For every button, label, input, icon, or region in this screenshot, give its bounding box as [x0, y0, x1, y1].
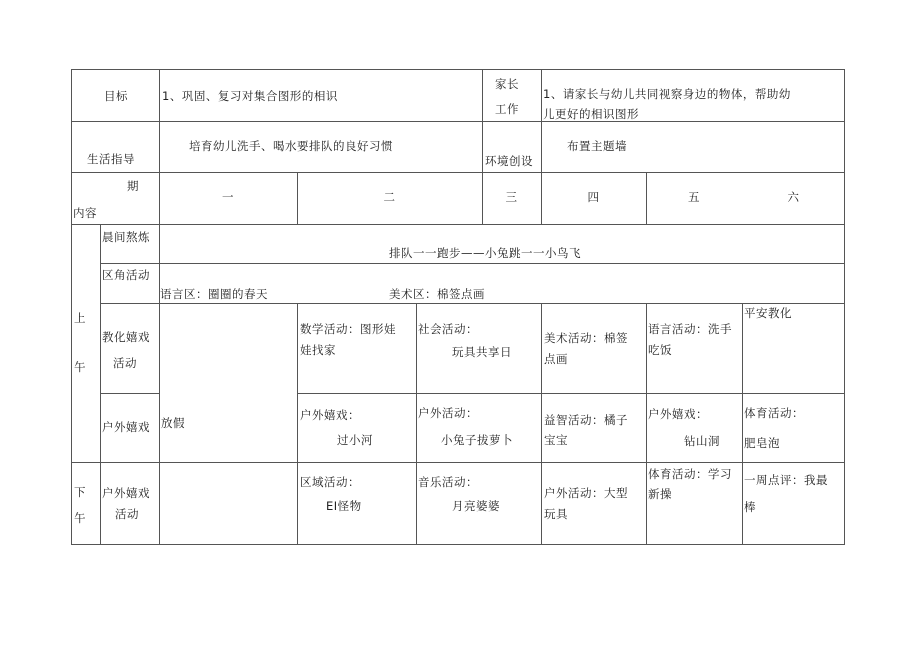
afternoon-day-6: 一周点评：我最	[744, 473, 828, 487]
afternoon-activity-label: 活动	[115, 507, 139, 521]
outdoor-day-6: 肥皂泡	[744, 436, 780, 450]
parent-work-text: 1、请家长与幼儿共同视察身边的物体，帮助幼	[543, 87, 791, 101]
afternoon-day-3: 月亮婆婆	[452, 499, 500, 513]
edu-day-4: 美术活动：棉签	[544, 331, 628, 345]
afternoon-day-4: 户外活动：大型	[544, 486, 628, 500]
col-line	[742, 303, 743, 545]
row-line	[71, 224, 845, 225]
outdoor-game-label: 户外嬉戏	[102, 420, 150, 434]
environment-text: 布置主题墙	[567, 139, 627, 153]
table-border-right	[844, 69, 845, 545]
outdoor-day-5: 户外嬉戏：	[648, 407, 708, 421]
outdoor-day-3: 户外活动：	[418, 406, 478, 420]
table-border-left	[71, 69, 72, 545]
afternoon-activity-label: 户外嬉戏	[102, 486, 150, 500]
area-activity-language: 语言区：圈圈的春天	[160, 287, 268, 301]
edu-day-3: 社会活动：	[418, 322, 478, 336]
outdoor-day-5: 钻山洞	[684, 434, 720, 448]
row-line	[100, 393, 159, 394]
edu-day-2: 数学活动：图形娃	[300, 322, 396, 336]
afternoon-day-3: 音乐活动：	[418, 475, 478, 489]
row-line	[297, 393, 845, 394]
col-line	[541, 69, 542, 172]
parent-work-label: 家长	[495, 77, 519, 91]
morning-exercise-label: 晨间熬炼	[102, 230, 150, 244]
outdoor-day-6: 体育活动：	[744, 406, 804, 420]
table-border-bottom	[71, 544, 845, 545]
morning-exercise-text: 排队一一跑步——小兔跳一一小鸟飞	[389, 246, 581, 260]
edu-day-3: 玩具共享日	[452, 345, 512, 359]
edu-day-2: 娃找家	[300, 343, 336, 357]
col-line	[297, 303, 298, 545]
row-line	[71, 172, 845, 173]
environment-label: 环境创设	[485, 154, 533, 168]
outdoor-day-4: 益智活动：橘子	[544, 413, 628, 427]
col-line	[416, 303, 417, 545]
col-line	[482, 69, 483, 172]
afternoon-label: 下	[74, 485, 86, 499]
corner-cycle-label: 期	[127, 179, 139, 193]
col-line	[159, 69, 160, 172]
afternoon-day-5: 体育活动：学习	[648, 467, 732, 481]
weekly-plan-table	[71, 69, 845, 545]
goal-label: 目标	[104, 89, 128, 103]
edu-day-6: 平安教化	[744, 306, 792, 320]
goal-text: 1、巩固、复习对集合图形的相识	[162, 89, 338, 103]
outdoor-day-2: 过小河	[337, 433, 373, 447]
area-activity-art: 美术区：棉签点画	[389, 287, 485, 301]
col-line	[541, 303, 542, 545]
afternoon-day-6: 棒	[744, 500, 756, 514]
edu-day-4: 点画	[544, 352, 568, 366]
afternoon-day-4: 玩具	[544, 507, 568, 521]
parent-work-text: 儿更好的相识图形	[543, 107, 639, 121]
afternoon-day-2: EI怪物	[326, 499, 362, 513]
day-6: 六	[787, 190, 800, 204]
col-line	[100, 224, 101, 545]
outdoor-day-4: 宝宝	[544, 433, 568, 447]
morning-label: 上	[74, 311, 86, 325]
afternoon-label: 午	[74, 511, 86, 525]
day-4: 四	[587, 190, 600, 204]
edu-day-5: 语言活动：洗手	[648, 322, 732, 336]
afternoon-day-2: 区域活动：	[300, 475, 360, 489]
table-border-top	[71, 69, 845, 70]
holiday-text: 放假	[161, 416, 185, 430]
parent-work-label: 工作	[495, 102, 519, 116]
outdoor-day-3: 小兔子拔萝卜	[441, 433, 513, 447]
day-3: 三	[505, 190, 518, 204]
edu-day-5: 吃饭	[648, 343, 672, 357]
edu-game-label: 教化嬉戏	[102, 330, 150, 344]
area-activity-label: 区角活动	[102, 268, 150, 282]
row-line	[71, 121, 845, 122]
morning-label: 午	[74, 360, 86, 374]
outdoor-day-2: 户外嬉戏：	[300, 408, 360, 422]
day-2: 二	[383, 190, 396, 204]
col-line	[159, 224, 160, 545]
day-5: 五	[688, 190, 700, 204]
life-guidance-label: 生活指导	[87, 152, 135, 166]
edu-game-label: 活动	[113, 356, 137, 370]
life-guidance-text: 培育幼儿洗手、喝水要排队的良好习惯	[189, 139, 393, 153]
afternoon-day-5: 新操	[648, 487, 672, 501]
corner-content-label: 内容	[73, 206, 97, 220]
day-1: 一	[222, 190, 234, 204]
col-line	[646, 303, 647, 545]
